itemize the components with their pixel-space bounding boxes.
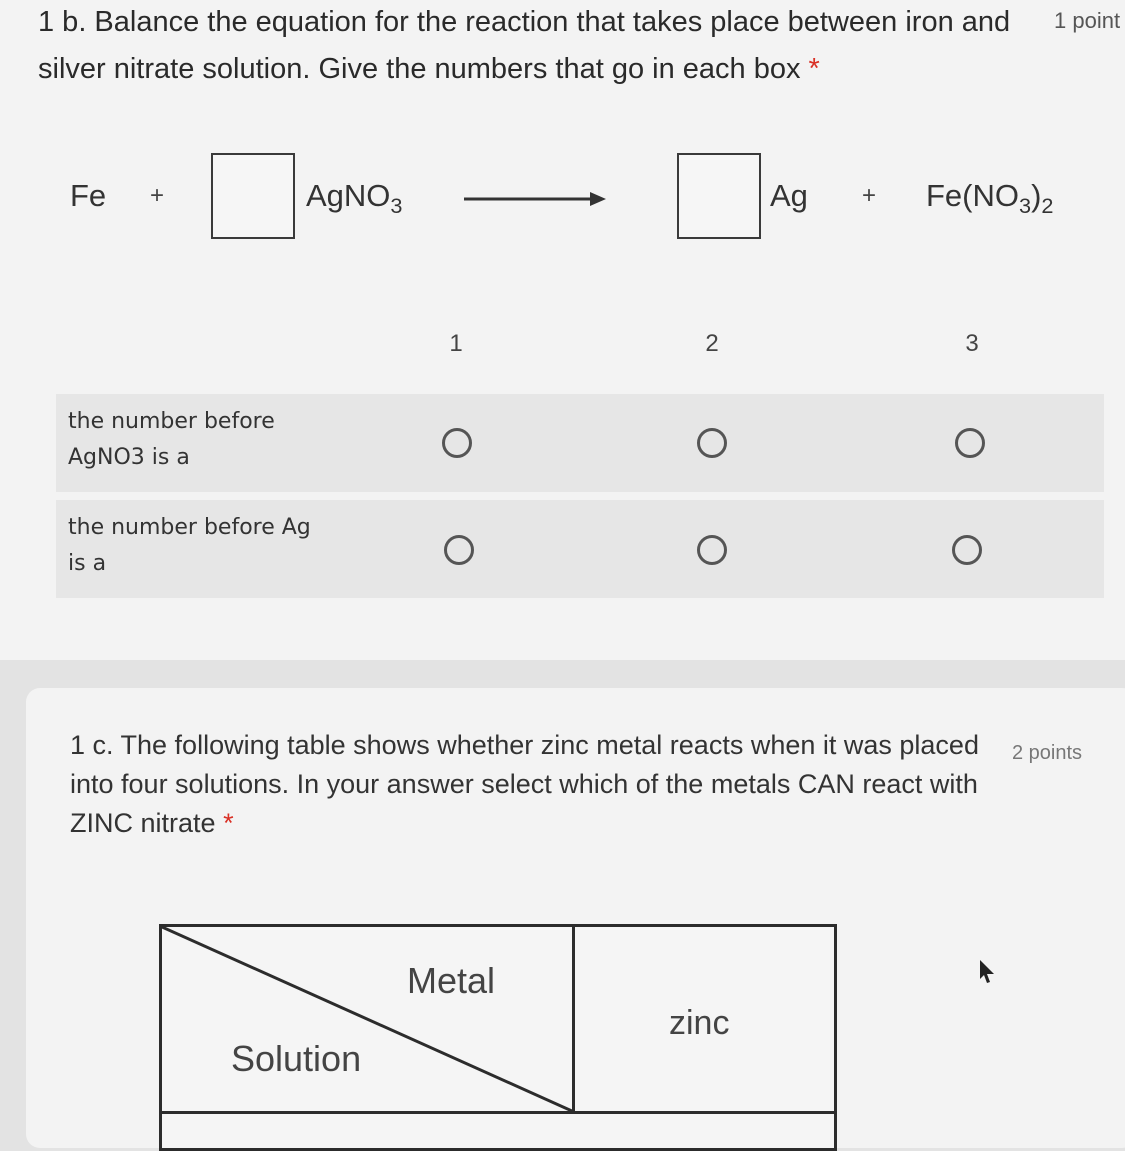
radio-agno3-3[interactable] (955, 428, 985, 458)
required-asterisk: * (808, 53, 820, 85)
radio-ag-3[interactable] (952, 535, 982, 565)
solution-header-label: Solution (231, 1038, 362, 1079)
reactivity-table (159, 924, 837, 1144)
points-label: 1 point (1054, 8, 1121, 33)
coefficient-box-agno3 (211, 153, 295, 239)
diagonal-divider (162, 927, 572, 1111)
mouse-cursor-icon (976, 958, 996, 984)
column-label-1: 1 (449, 330, 463, 357)
reactant-agno3: AgNO$_3$ (306, 178, 403, 219)
row-label: the number before Ag is a (68, 515, 311, 576)
reactant-fe: Fe (70, 178, 107, 213)
question-title (38, 0, 1018, 93)
grid-row-agno3 (56, 394, 1104, 492)
reaction-arrow-icon (464, 189, 606, 209)
radio-agno3-2[interactable] (697, 428, 727, 458)
question-title-1c (70, 726, 1000, 843)
grid-row-ag (56, 500, 1104, 598)
metal-header-label: Metal (407, 960, 496, 1001)
plus-sign: + (150, 182, 165, 209)
header-corner-cell (159, 924, 575, 1114)
table-body-row (159, 1111, 837, 1151)
question-text: 1 b. Balance the equation for the reaction that takes place between iron and silver nitrate solution. Give the numbers that go in each box (38, 6, 1011, 85)
zinc-column-label: zinc (669, 1004, 730, 1042)
product-ag: Ag (770, 178, 808, 213)
product-fe-no3-2: $Fe(NO_3)_2$ (926, 178, 1054, 219)
radio-ag-2[interactable] (697, 535, 727, 565)
radio-ag-1[interactable] (444, 535, 474, 565)
question-text: 1 c. The following table shows whether zinc metal reacts when it was placed into four solutions. In your answer select which of the metals CAN react with ZINC nitrate (70, 730, 979, 838)
coefficient-box-ag (677, 153, 761, 239)
column-label-2: 2 (705, 330, 719, 357)
radio-agno3-1[interactable] (442, 428, 472, 458)
points-label-1c: 2 points (1012, 742, 1083, 764)
plus-sign-2: + (862, 182, 877, 209)
row-label: the number before AgNO3 is a (68, 409, 275, 470)
required-asterisk: * (223, 808, 234, 838)
column-label-3: 3 (965, 330, 979, 357)
